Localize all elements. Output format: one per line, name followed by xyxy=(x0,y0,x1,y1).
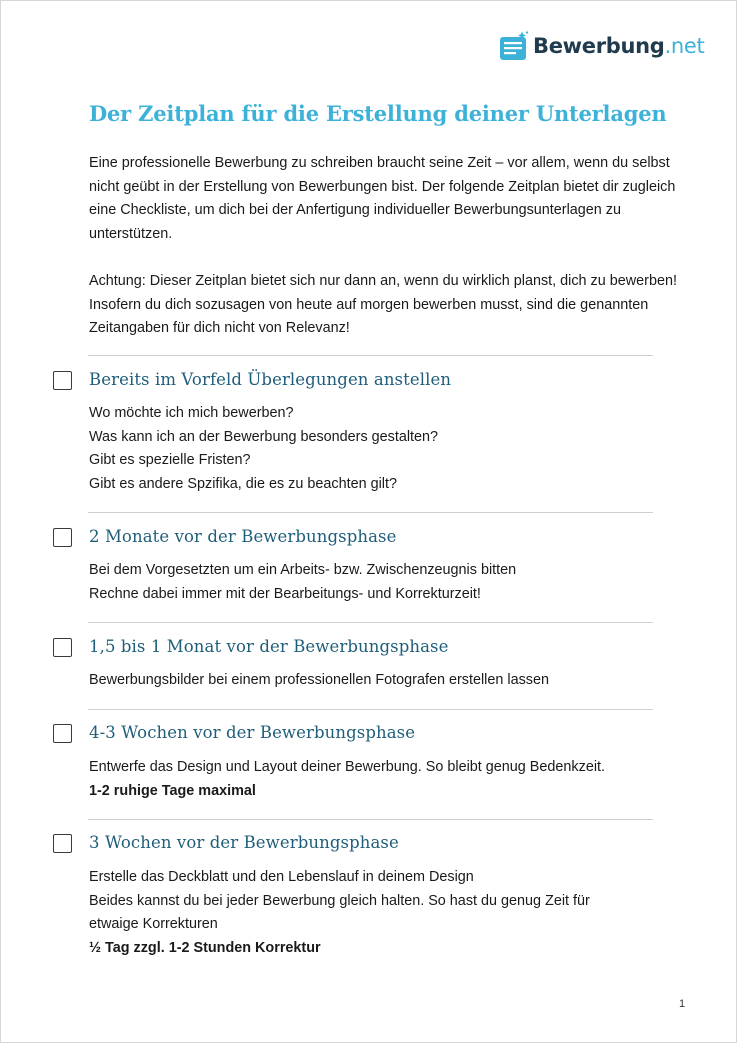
page-title: Der Zeitplan für die Erstellung deiner Unterlagen xyxy=(89,101,667,126)
divider xyxy=(88,819,653,820)
body-line: Was kann ich an der Bewerbung besonders gestalten? xyxy=(89,428,439,445)
checklist-item-title: 2 Monate vor der Bewerbungsphase xyxy=(89,527,397,546)
checkbox[interactable] xyxy=(53,638,72,657)
checklist-item-body xyxy=(89,402,649,496)
checkbox[interactable] xyxy=(53,724,72,743)
intro-text xyxy=(89,152,679,341)
clipboard-sparkle-icon xyxy=(499,31,529,61)
divider xyxy=(88,622,653,623)
body-line: Entwerfe das Design und Layout deiner Bewerbung. So bleibt genug Bedenkzeit. xyxy=(89,759,606,775)
brand-tld: .net xyxy=(664,34,705,58)
body-line: Gibt es andere Spzifika, die es zu beachten gilt? xyxy=(89,475,397,492)
brand-logo[interactable] xyxy=(499,31,704,61)
body-line: Rechne dabei immer mit der Bearbeitungs- und Korrekturzeit! xyxy=(89,585,481,602)
time-estimate: ½ Tag zzgl. 1-2 Stunden Korrektur xyxy=(89,939,321,956)
page-number: 1 xyxy=(679,998,686,1010)
checklist-item-title: 3 Wochen vor der Bewerbungsphase xyxy=(89,833,399,852)
checklist-item-title: 4-3 Wochen vor der Bewerbungsphase xyxy=(89,723,416,742)
brand-wordmark xyxy=(533,34,704,58)
checkbox[interactable] xyxy=(53,834,72,853)
checklist-item-title: Bereits im Vorfeld Überlegungen anstellen xyxy=(89,370,452,389)
checklist-item-body xyxy=(89,669,649,693)
divider xyxy=(88,355,653,356)
divider xyxy=(88,709,653,710)
checkbox[interactable] xyxy=(53,528,72,547)
body-line: Erstelle das Deckblatt und den Lebenslauf in deinem Design xyxy=(89,869,474,885)
checklist-item-body xyxy=(89,559,649,606)
body-line: Wo möchte ich mich bewerben? xyxy=(89,405,294,421)
checklist-item-body xyxy=(89,756,649,803)
brand-name: Bewerbung xyxy=(533,34,665,58)
body-line: Bewerbungsbilder bei einem professionellen Fotografen erstellen lassen xyxy=(89,672,549,688)
intro-paragraph-2: Achtung: Dieser Zeitplan bietet sich nur dann an, wenn du wirklich planst, dich zu bewerben! Insofern du dich sozusagen von heute auf morgen bewerben musst, sind die genannten Zeitangaben für dich nicht von Relevanz! xyxy=(89,272,677,337)
time-estimate: 1-2 ruhige Tage maximal xyxy=(89,782,256,799)
checklist-item-title: 1,5 bis 1 Monat vor der Bewerbungsphase xyxy=(89,637,449,656)
checkbox[interactable] xyxy=(53,371,72,390)
checklist-item-body xyxy=(89,866,649,960)
body-line: etwaige Korrekturen xyxy=(89,916,218,933)
divider xyxy=(88,512,653,513)
intro-paragraph-1: Eine professionelle Bewerbung zu schreiben braucht seine Zeit – vor allem, wenn du selbst nicht geübt in der Erstellung von Bewerbungen bist. Der folgende Zeitplan bietet dir zugleich eine Checkliste, um dich bei der Anfertigung individueller Bewerbungsunterlagen zu unterstützen. xyxy=(89,155,676,242)
body-line: Bei dem Vorgesetzten um ein Arbeits- bzw. Zwischenzeugnis bitten xyxy=(89,562,517,578)
body-line: Beides kannst du bei jeder Bewerbung gleich halten. So hast du genug Zeit für xyxy=(89,892,590,909)
body-line: Gibt es spezielle Fristen? xyxy=(89,452,251,469)
